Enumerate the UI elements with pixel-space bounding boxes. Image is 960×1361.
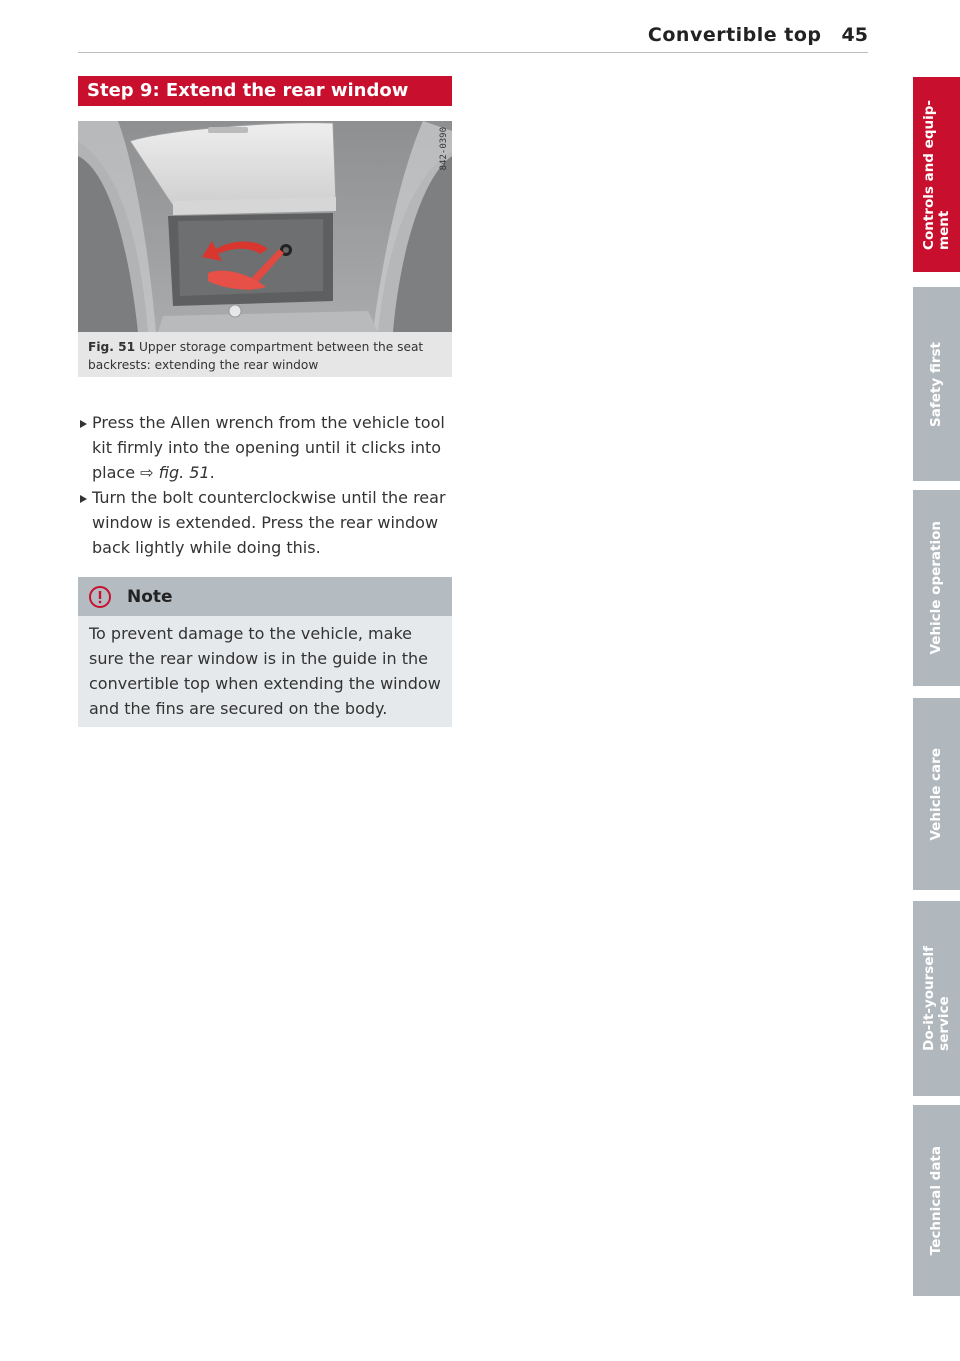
tab-label: Safety first <box>928 341 944 427</box>
note-title: Note <box>127 586 173 607</box>
page-number: 45 <box>841 24 868 46</box>
figure-caption-text: Upper storage compartment between the seat backrests: extending the rear window <box>88 340 424 372</box>
tab-do-it-yourself-service[interactable] <box>913 901 960 1096</box>
tab-label: Do-it-yourself service <box>920 946 952 1051</box>
tab-label: Vehicle operation <box>928 521 944 655</box>
tab-label: Controls and equip- ment <box>920 99 952 250</box>
caution-icon <box>88 585 112 609</box>
note-body: To prevent damage to the vehicle, make sure the rear window is in the guide in the convertible top when extending the window and the fins are secured on the body. <box>78 616 452 727</box>
figure-illustration <box>78 121 452 332</box>
tab-controls-and-equipment[interactable] <box>913 77 960 272</box>
tab-label: Technical data <box>928 1145 944 1256</box>
figure-cross-reference[interactable]: ⇨ fig. 51 <box>140 463 210 482</box>
figure-label: Fig. 51 <box>88 340 136 354</box>
note-header <box>78 577 452 616</box>
section-heading: Step 9: Extend the rear window <box>78 76 452 106</box>
instruction-steps <box>78 410 458 560</box>
step-item <box>78 485 458 560</box>
note-box <box>78 577 452 727</box>
tab-safety-first[interactable] <box>913 287 960 481</box>
storage-compartment-illustration <box>78 121 452 332</box>
step-item <box>78 410 458 485</box>
step-text: Turn the bolt counterclockwise until the rear window is extended. Press the rear window back lightly while doing this. <box>92 488 446 557</box>
header-divider <box>78 52 868 53</box>
tab-vehicle-care[interactable] <box>913 698 960 890</box>
figure-caption <box>78 332 452 377</box>
tab-label: Vehicle care <box>928 747 944 841</box>
tab-technical-data[interactable] <box>913 1105 960 1296</box>
step-text: Press the Allen wrench from the vehicle tool kit firmly into the opening until it clicks into place <box>92 413 445 482</box>
chapter-title: Convertible top <box>647 24 822 46</box>
tab-vehicle-operation[interactable] <box>913 490 960 686</box>
figure-code: 842-0390 <box>439 127 449 171</box>
step-end: . <box>209 463 215 482</box>
running-head <box>648 24 868 46</box>
